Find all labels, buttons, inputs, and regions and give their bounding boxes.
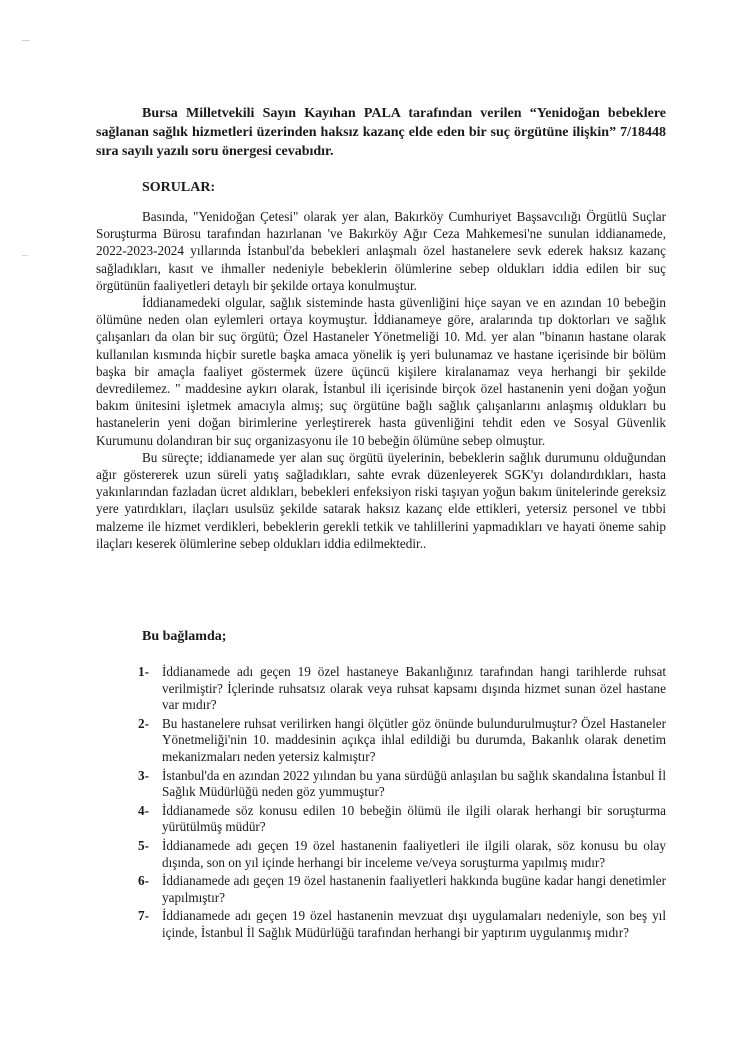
- questions-heading: SORULAR:: [142, 180, 216, 195]
- question-number: 3-: [138, 767, 149, 783]
- question-number: 6-: [138, 873, 149, 889]
- question-number: 7-: [138, 908, 149, 924]
- question-number: 1-: [138, 664, 149, 679]
- question-number: 5-: [138, 837, 149, 853]
- question-text: İddianamede adı geçen 19 özel hastanenin faaliyetleri hakkında bugüne kadar hangi denetimler yapılmıştır?: [162, 873, 666, 905]
- question-item: [138, 803, 666, 836]
- question-text: İddianamede adı geçen 19 özel hastaneye Bakanlığınız tarafından hangi tarihlerde ruhsat verilmiştir? İçlerinde ruhsatsız olarak veya ruhsat kapsamı dışında hizmet sunan özel hastane var mıdır?: [162, 664, 666, 713]
- question-text: İddianamede adı geçen 19 özel hastanenin faaliyetleri ile ilgili olarak, söz konusu bu olay dışında, son on yıl içinde herhangi bir inceleme ve/veya soruşturma yapılmış mıdır?: [162, 837, 666, 870]
- question-item: [138, 768, 666, 801]
- body-paragraph: Basında, "Yenidoğan Çetesi" olarak yer alan, Bakırköy Cumhuriyet Başsavcılığı Örgütlü Suçlar Soruşturma Bürosu tarafından hazırlanan 've Bakırköy Ağır Ceza Mahkemesi'ne sunulan iddianamede, 2022-2023-2024 yıllarında İstanbul'da bebekleri anlaşmalı özel hastanelere sevk ederek haksız kazanç sağladıkları, kasıt ve ihmaller nedeniyle bebeklerin ölümlerine sebep oldukları iddia edilen bir suç örgütünün faaliyetleri detaylı bir şekilde ortaya konulmuştur.: [96, 209, 666, 293]
- question-text: İddianamede söz konusu edilen 10 bebeğin ölümü ile ilgili olarak herhangi bir soruşturma yürütülmüş müdür?: [162, 802, 666, 835]
- question-list: [138, 664, 666, 944]
- body-paragraph: İddianamedeki olgular, sağlık sisteminde hasta güvenliğini hiçe sayan ve en azından 10 bebeğin ölümüne neden olan eylemleri ortaya koymuştur. İddianameye göre, aralarında tıp doktorları ve sağlık çalışanları da olan bir suç örgütü; Özel Hastaneler Yönetmeliği 10. Md. yer alan "binanın hastane olarak kullanılan kısmında hiçbir suretle başka amaca yönelik iş yeri bulunamaz ve hastane içerisinde bir bölüm başka bir amaçla faaliyet göstermek üzere üçüncü kişilere kiralanamaz veya herhangi bir şekilde devredilemez. " maddesine aykırı olarak, İstanbul ili içerisinde birçok özel hastanenin yeni doğan yoğun bakım ünitesini işletmek amacıyla almış; suç örgütüne bağlı sağlık çalışanlarını anlaşmış oldukları bu hastanelerin yeni doğan birimlerine yerleştirerek hasta güvenliğini tehdit eden ve Sosyal Güvenlik Kurumunu dolandıran bir suç organizasyonu ile 10 bebeğin ölümüne sebep olmuştur.: [96, 295, 666, 448]
- document-body: [96, 208, 666, 552]
- question-item: [138, 716, 666, 766]
- question-text: İddianamede adı geçen 19 özel hastanenin mevzuat dışı uygulamaları nedeniyle, son beş yıl içinde, İstanbul İl Sağlık Müdürlüğü tarafından herhangi bir yaptırım uygulanmış mıdır?: [162, 908, 666, 940]
- question-text: Bu hastanelere ruhsat verilirken hangi ölçütler göz önünde bulundurulmuştur? Özel Hastaneler Yönetmeliği'nin 10. maddesinin açıkça ihlal edildiği bu durumda, Bakanlık olarak denetim mekanizmaları neden yetersiz kalmıştır?: [162, 715, 666, 764]
- question-text: İstanbul'da en azından 2022 yılından bu yana sürdüğü anlaşılan bu sağlık skandalına İstanbul İl Sağlık Müdürlüğü neden göz yummuştur?: [162, 767, 666, 800]
- question-number: 2-: [138, 715, 149, 731]
- document-title: Bursa Milletvekili Sayın Kayıhan PALA tarafından verilen “Yenidoğan bebeklere sağlanan sağlık hizmetleri üzerinden haksız kazanç elde eden bir suç örgütüne ilişkin” 7/18448 sıra sayılı yazılı soru önergesi cevabıdır.: [96, 106, 666, 159]
- body-paragraph: Bu süreçte; iddianamede yer alan suç örgütü üyelerinin, bebeklerin sağlık durumunu olduğundan ağır göstererek uzun süreli yatış sağladıkları, sahte evrak düzenleyerek SGK'yı dolandırdıkları, hasta yakınlarından fazladan ücret aldıkları, bebekleri enfeksiyon riski taşıyan yoğun bakım ünitelerinde gereksiz yere yatırdıkları, ilaçları usulsüz şekilde satarak haksız kazanç elde ettikleri, yetersiz personel ve tıbbi malzeme ile hizmet verdikleri, bebeklerin gerekli tetkik ve tahlillerini yapmadıkları ve hayati öneme sahip ilaçları keserek ölümlerine sebep oldukları iddia edilmektedir..: [96, 449, 666, 551]
- question-item: [138, 838, 666, 871]
- question-item: [138, 873, 666, 906]
- margin-mark: [22, 255, 28, 256]
- margin-mark: [22, 40, 30, 41]
- question-item: [138, 664, 666, 714]
- context-heading: Bu bağlamda;: [142, 629, 227, 644]
- question-number: 4-: [138, 802, 149, 818]
- question-item: [138, 908, 666, 941]
